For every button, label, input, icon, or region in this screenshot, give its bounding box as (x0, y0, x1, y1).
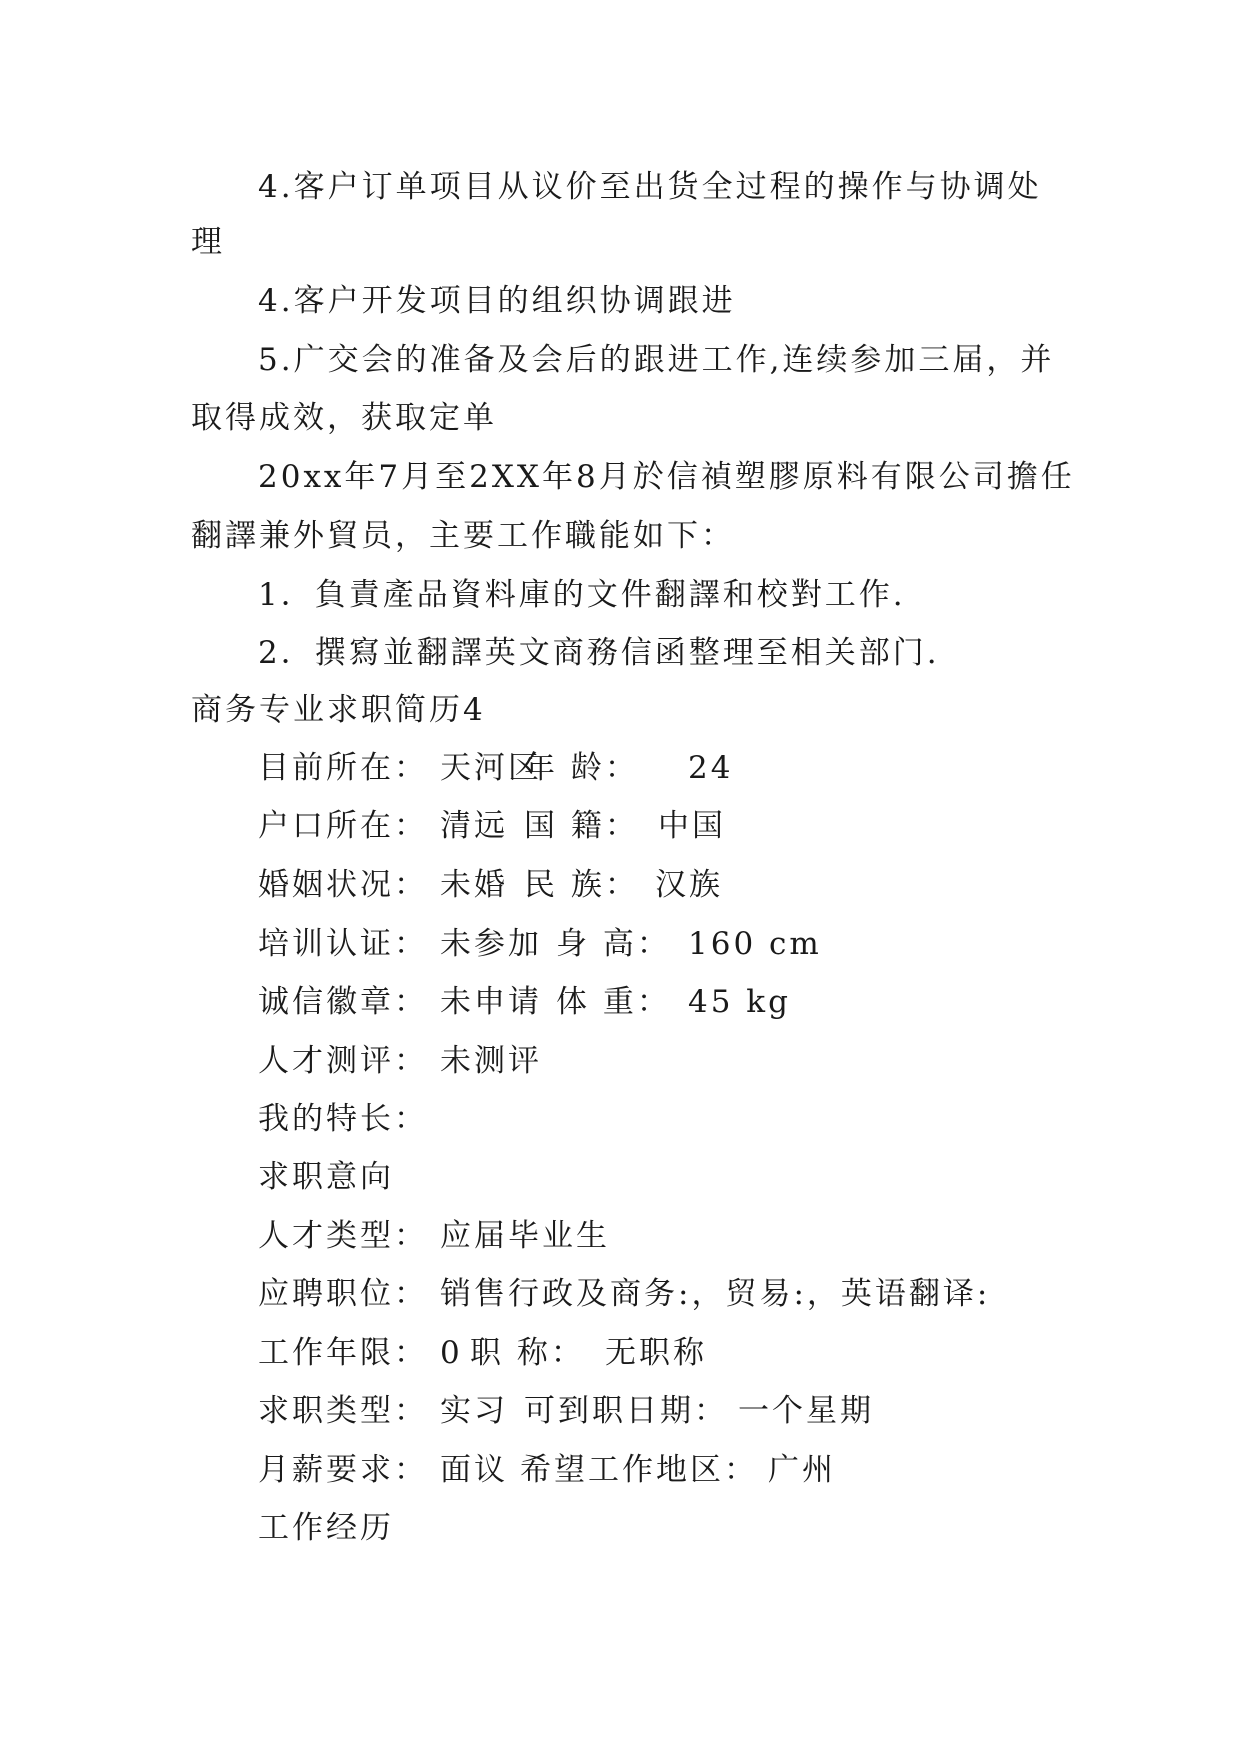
section-title: 商务专业求职简历4 (191, 692, 486, 728)
height-value: 160 cm (688, 926, 822, 962)
salary-label: 月薪要求： (258, 1452, 428, 1488)
region-value: 广州 (768, 1452, 836, 1488)
weight-value: 45 kg (688, 984, 791, 1020)
paragraph-line: 1．負責產品資料庫的文件翻譯和校對工作. (258, 577, 906, 613)
marital-value: 未婚 (440, 867, 508, 903)
title-label: 职 称： (470, 1335, 585, 1371)
salary-value: 面议 (440, 1452, 508, 1488)
talent-type-value: 应届毕业生 (440, 1218, 610, 1254)
assessment-label: 人才测评： (258, 1043, 428, 1079)
job-type-value: 实习 (440, 1393, 508, 1429)
location-value: 天河区 (440, 750, 542, 786)
years-value: 0 (440, 1335, 463, 1371)
title-value: 无职称 (605, 1335, 707, 1371)
paragraph-line: 翻譯兼外貿员，主要工作職能如下： (191, 518, 735, 554)
paragraph-line: 理 (191, 224, 225, 260)
ethnicity-label: 民 族： (524, 867, 639, 903)
assessment-value: 未测评 (440, 1043, 542, 1079)
hukou-value: 清远 (440, 808, 508, 844)
training-value: 未参加 (440, 926, 542, 962)
marital-label: 婚姻状况： (258, 867, 428, 903)
hukou-label: 户口所在： (258, 808, 428, 844)
talent-type-label: 人才类型： (258, 1218, 428, 1254)
intention-heading: 求职意向 (258, 1159, 394, 1195)
paragraph-line: 取得成效，获取定单 (191, 400, 497, 436)
job-type-label: 求职类型： (258, 1393, 428, 1429)
position-label: 应聘职位： (258, 1276, 428, 1312)
region-label: 希望工作地区： (520, 1452, 758, 1488)
specialty-label: 我的特长： (258, 1101, 428, 1137)
nationality-label: 国 籍： (524, 808, 639, 844)
years-label: 工作年限： (258, 1335, 428, 1371)
available-value: 一个星期 (738, 1393, 874, 1429)
location-label: 目前所在： (258, 750, 428, 786)
integrity-label: 诚信徽章： (258, 984, 428, 1020)
ethnicity-value: 汉族 (655, 867, 723, 903)
nationality-value: 中国 (658, 808, 726, 844)
paragraph-line: 4.客户订单项目从议价至出货全过程的操作与协调处 (258, 169, 1042, 205)
weight-label: 体 重： (556, 984, 671, 1020)
position-value: 销售行政及商务:，贸易:，英语翻译: (440, 1276, 991, 1312)
integrity-value: 未申请 (440, 984, 542, 1020)
experience-heading: 工作经历 (258, 1510, 394, 1546)
training-label: 培训认证： (258, 926, 428, 962)
paragraph-line: 20xx年7月至2XX年8月於信禎塑膠原料有限公司擔任 (258, 459, 1075, 495)
age-value: 24 (688, 750, 734, 786)
available-label: 可到职日期： (524, 1393, 728, 1429)
paragraph-line: 2．撰寫並翻譯英文商務信函整理至相关部门. (258, 635, 940, 671)
age-label: 年 龄： (524, 750, 639, 786)
paragraph-line: 5.广交会的准备及会后的跟进工作,连续参加三届，并 (258, 342, 1055, 378)
height-label: 身 高： (556, 926, 671, 962)
paragraph-line: 4.客户开发项目的组织协调跟进 (258, 283, 736, 319)
